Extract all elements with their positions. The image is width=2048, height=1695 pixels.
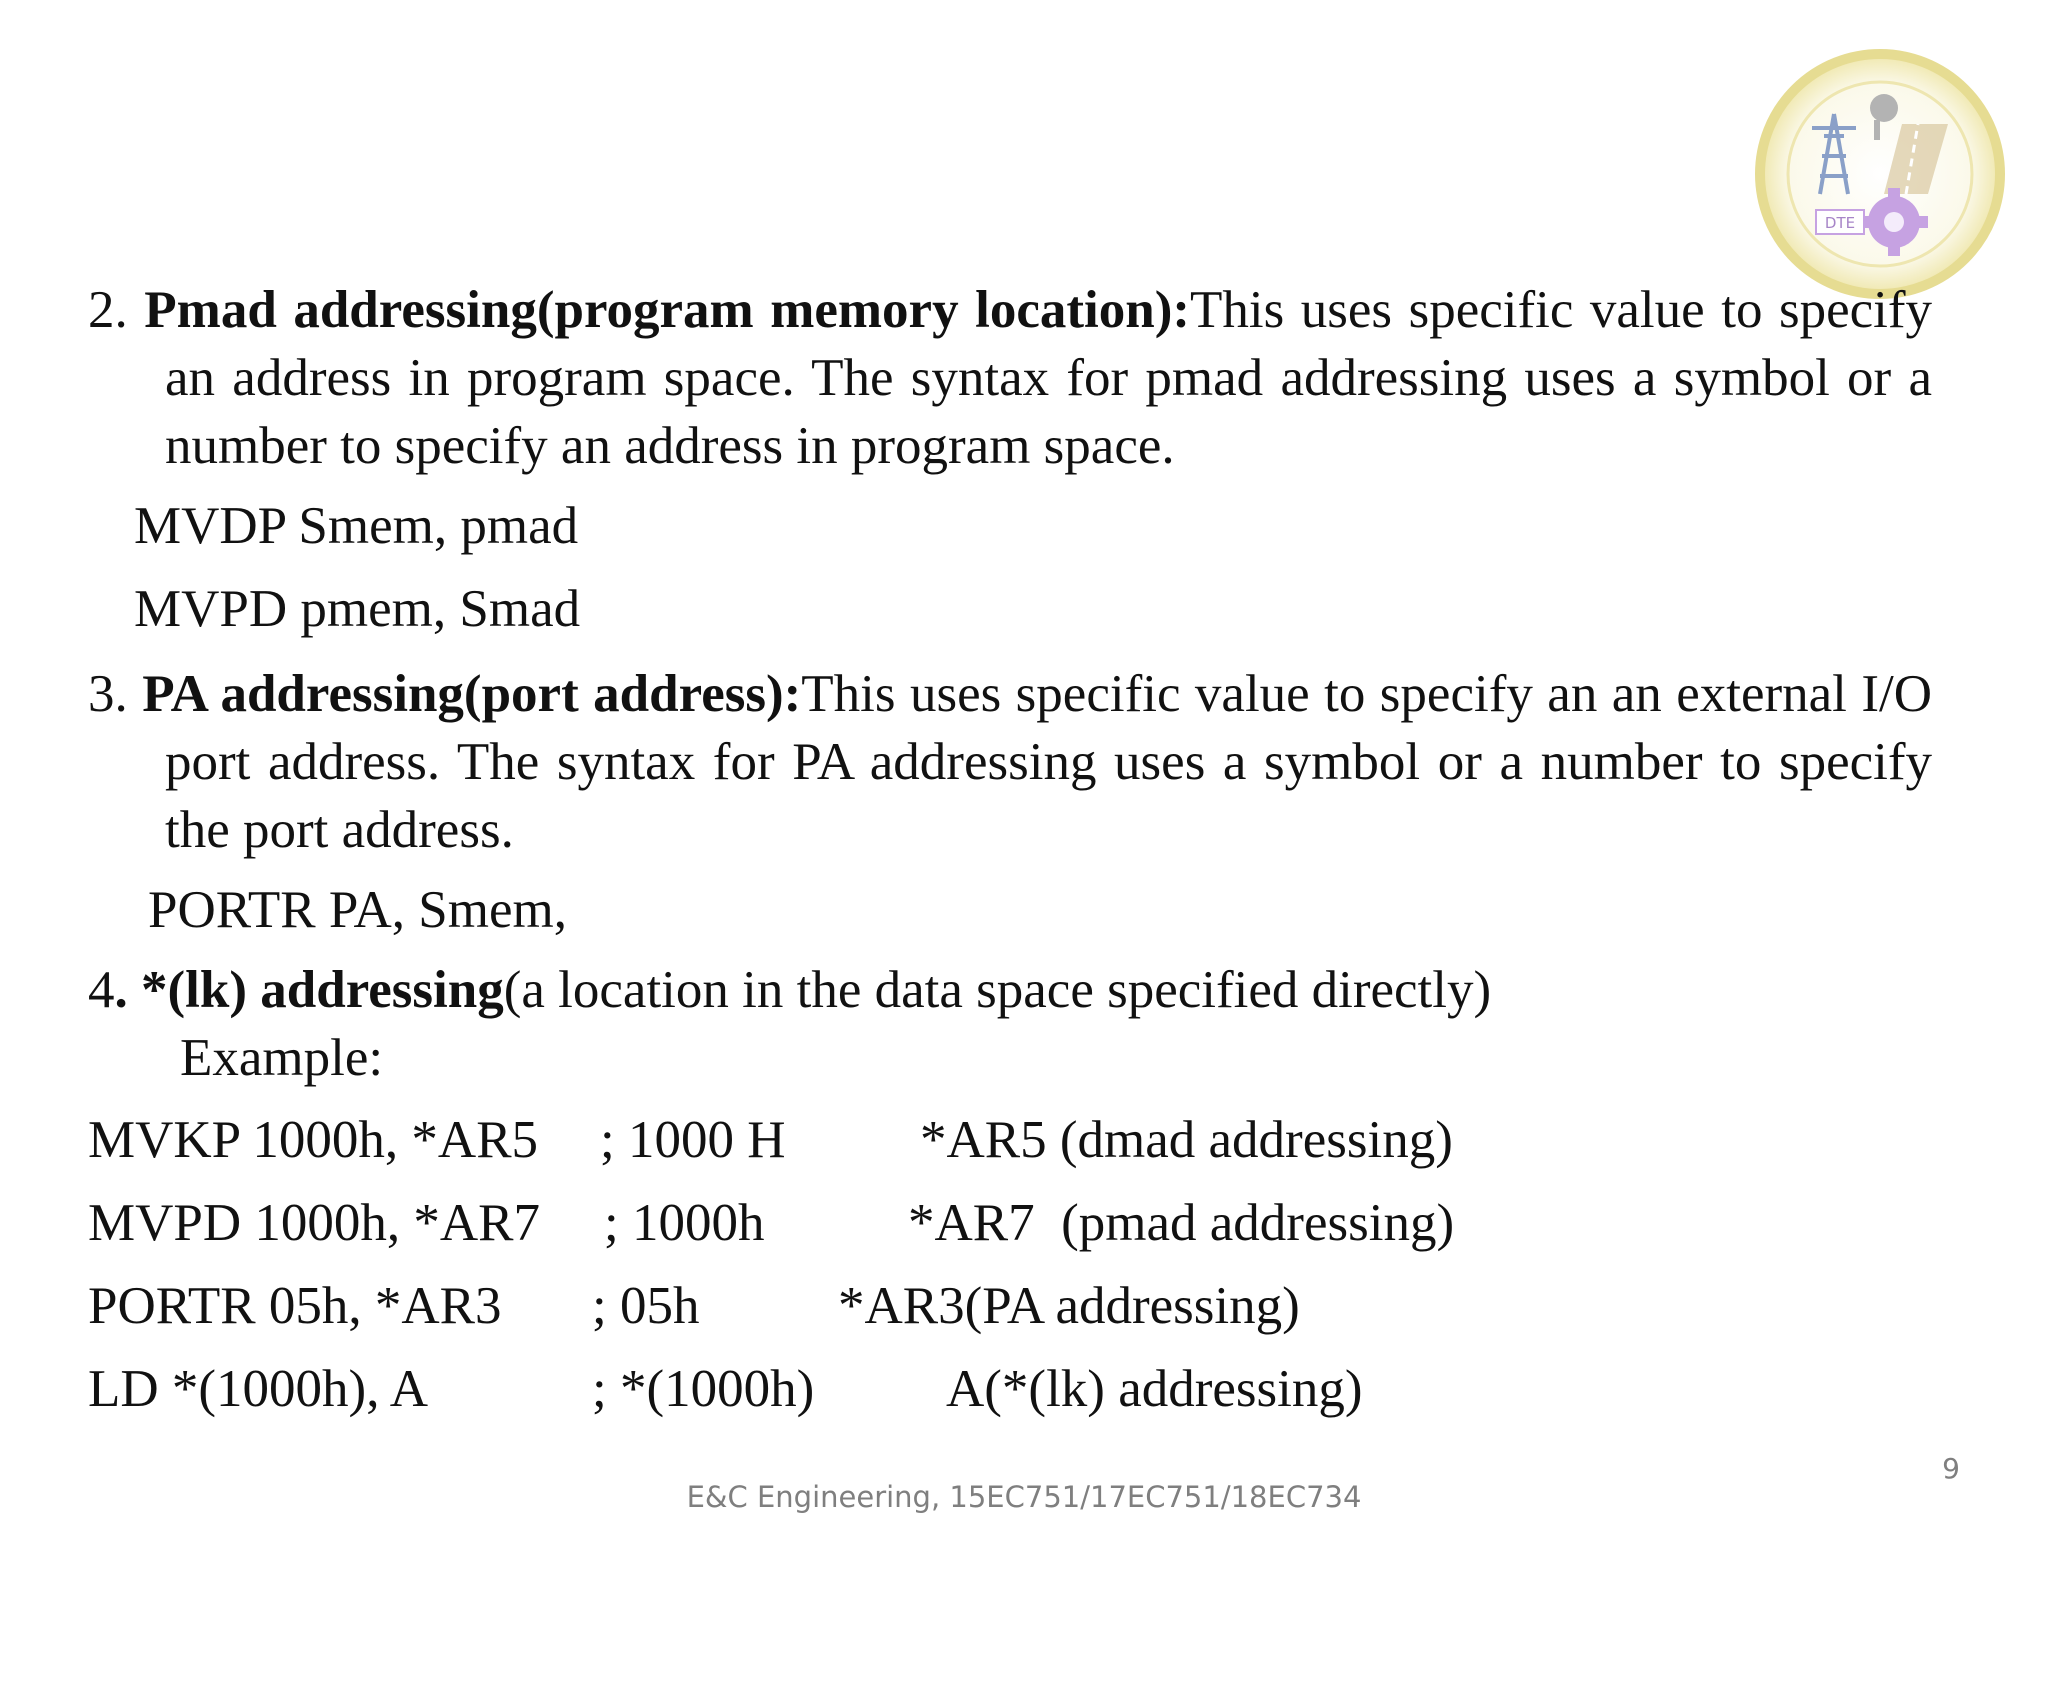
- dte-label: DTE: [1824, 214, 1856, 232]
- item-number: 3.: [88, 665, 128, 723]
- code-result: A(*(lk) addressing): [946, 1360, 1363, 1418]
- item-title: PA addressing(port address):: [142, 665, 802, 723]
- example-line: PORTR PA, Smem,: [148, 881, 567, 939]
- code-result: *AR7 (pmad addressing): [908, 1194, 1455, 1252]
- item-body: (a location in the data space specified directly): [503, 961, 1492, 1019]
- code-comment: ; *(1000h): [592, 1360, 815, 1418]
- item-body: This uses specific value to specify an address in program space. The syntax for pmad addressing uses a symbol or a number to specify an address in program space.: [165, 281, 1933, 475]
- example-line: MVDP Smem, pmad: [134, 497, 579, 555]
- item-pa-addressing: [88, 660, 1932, 864]
- item-pmad-addressing: [88, 276, 1932, 480]
- code-comment: ; 1000h: [604, 1194, 765, 1252]
- example-label: Example:: [180, 1029, 384, 1087]
- item-title: *(lk) addressing: [127, 961, 504, 1019]
- code-instruction: MVPD 1000h, *AR7: [88, 1194, 541, 1252]
- example-line: MVPD pmem, Smad: [134, 580, 581, 638]
- dte-emblem-graphic: [1752, 44, 2008, 314]
- page-number: 9: [1942, 1452, 1960, 1485]
- item-number-dot: .: [114, 961, 128, 1019]
- item-number: 2.: [88, 281, 128, 339]
- code-instruction: LD *(1000h), A: [88, 1360, 429, 1418]
- footer-text: E&C Engineering, 15EC751/17EC751/18EC734: [686, 1480, 1362, 1514]
- code-result: *AR3(PA addressing): [838, 1277, 1300, 1335]
- item-number: 4: [88, 961, 115, 1019]
- item-body: This uses specific value to specify an an external I/O port address. The syntax for PA addressing uses a symbol or a number to specify the port address.: [165, 665, 1933, 859]
- dte-emblem-icon: [1752, 44, 2008, 314]
- item-lk-addressing: [88, 956, 1491, 1024]
- item-title: Pmad addressing(program memory location):: [144, 281, 1191, 339]
- code-comment: ; 1000 H: [600, 1111, 786, 1169]
- code-result: *AR5 (dmad addressing): [920, 1111, 1453, 1169]
- code-instruction: MVKP 1000h, *AR5: [88, 1111, 539, 1169]
- code-comment: ; 05h: [592, 1277, 700, 1335]
- code-instruction: PORTR 05h, *AR3: [88, 1277, 502, 1335]
